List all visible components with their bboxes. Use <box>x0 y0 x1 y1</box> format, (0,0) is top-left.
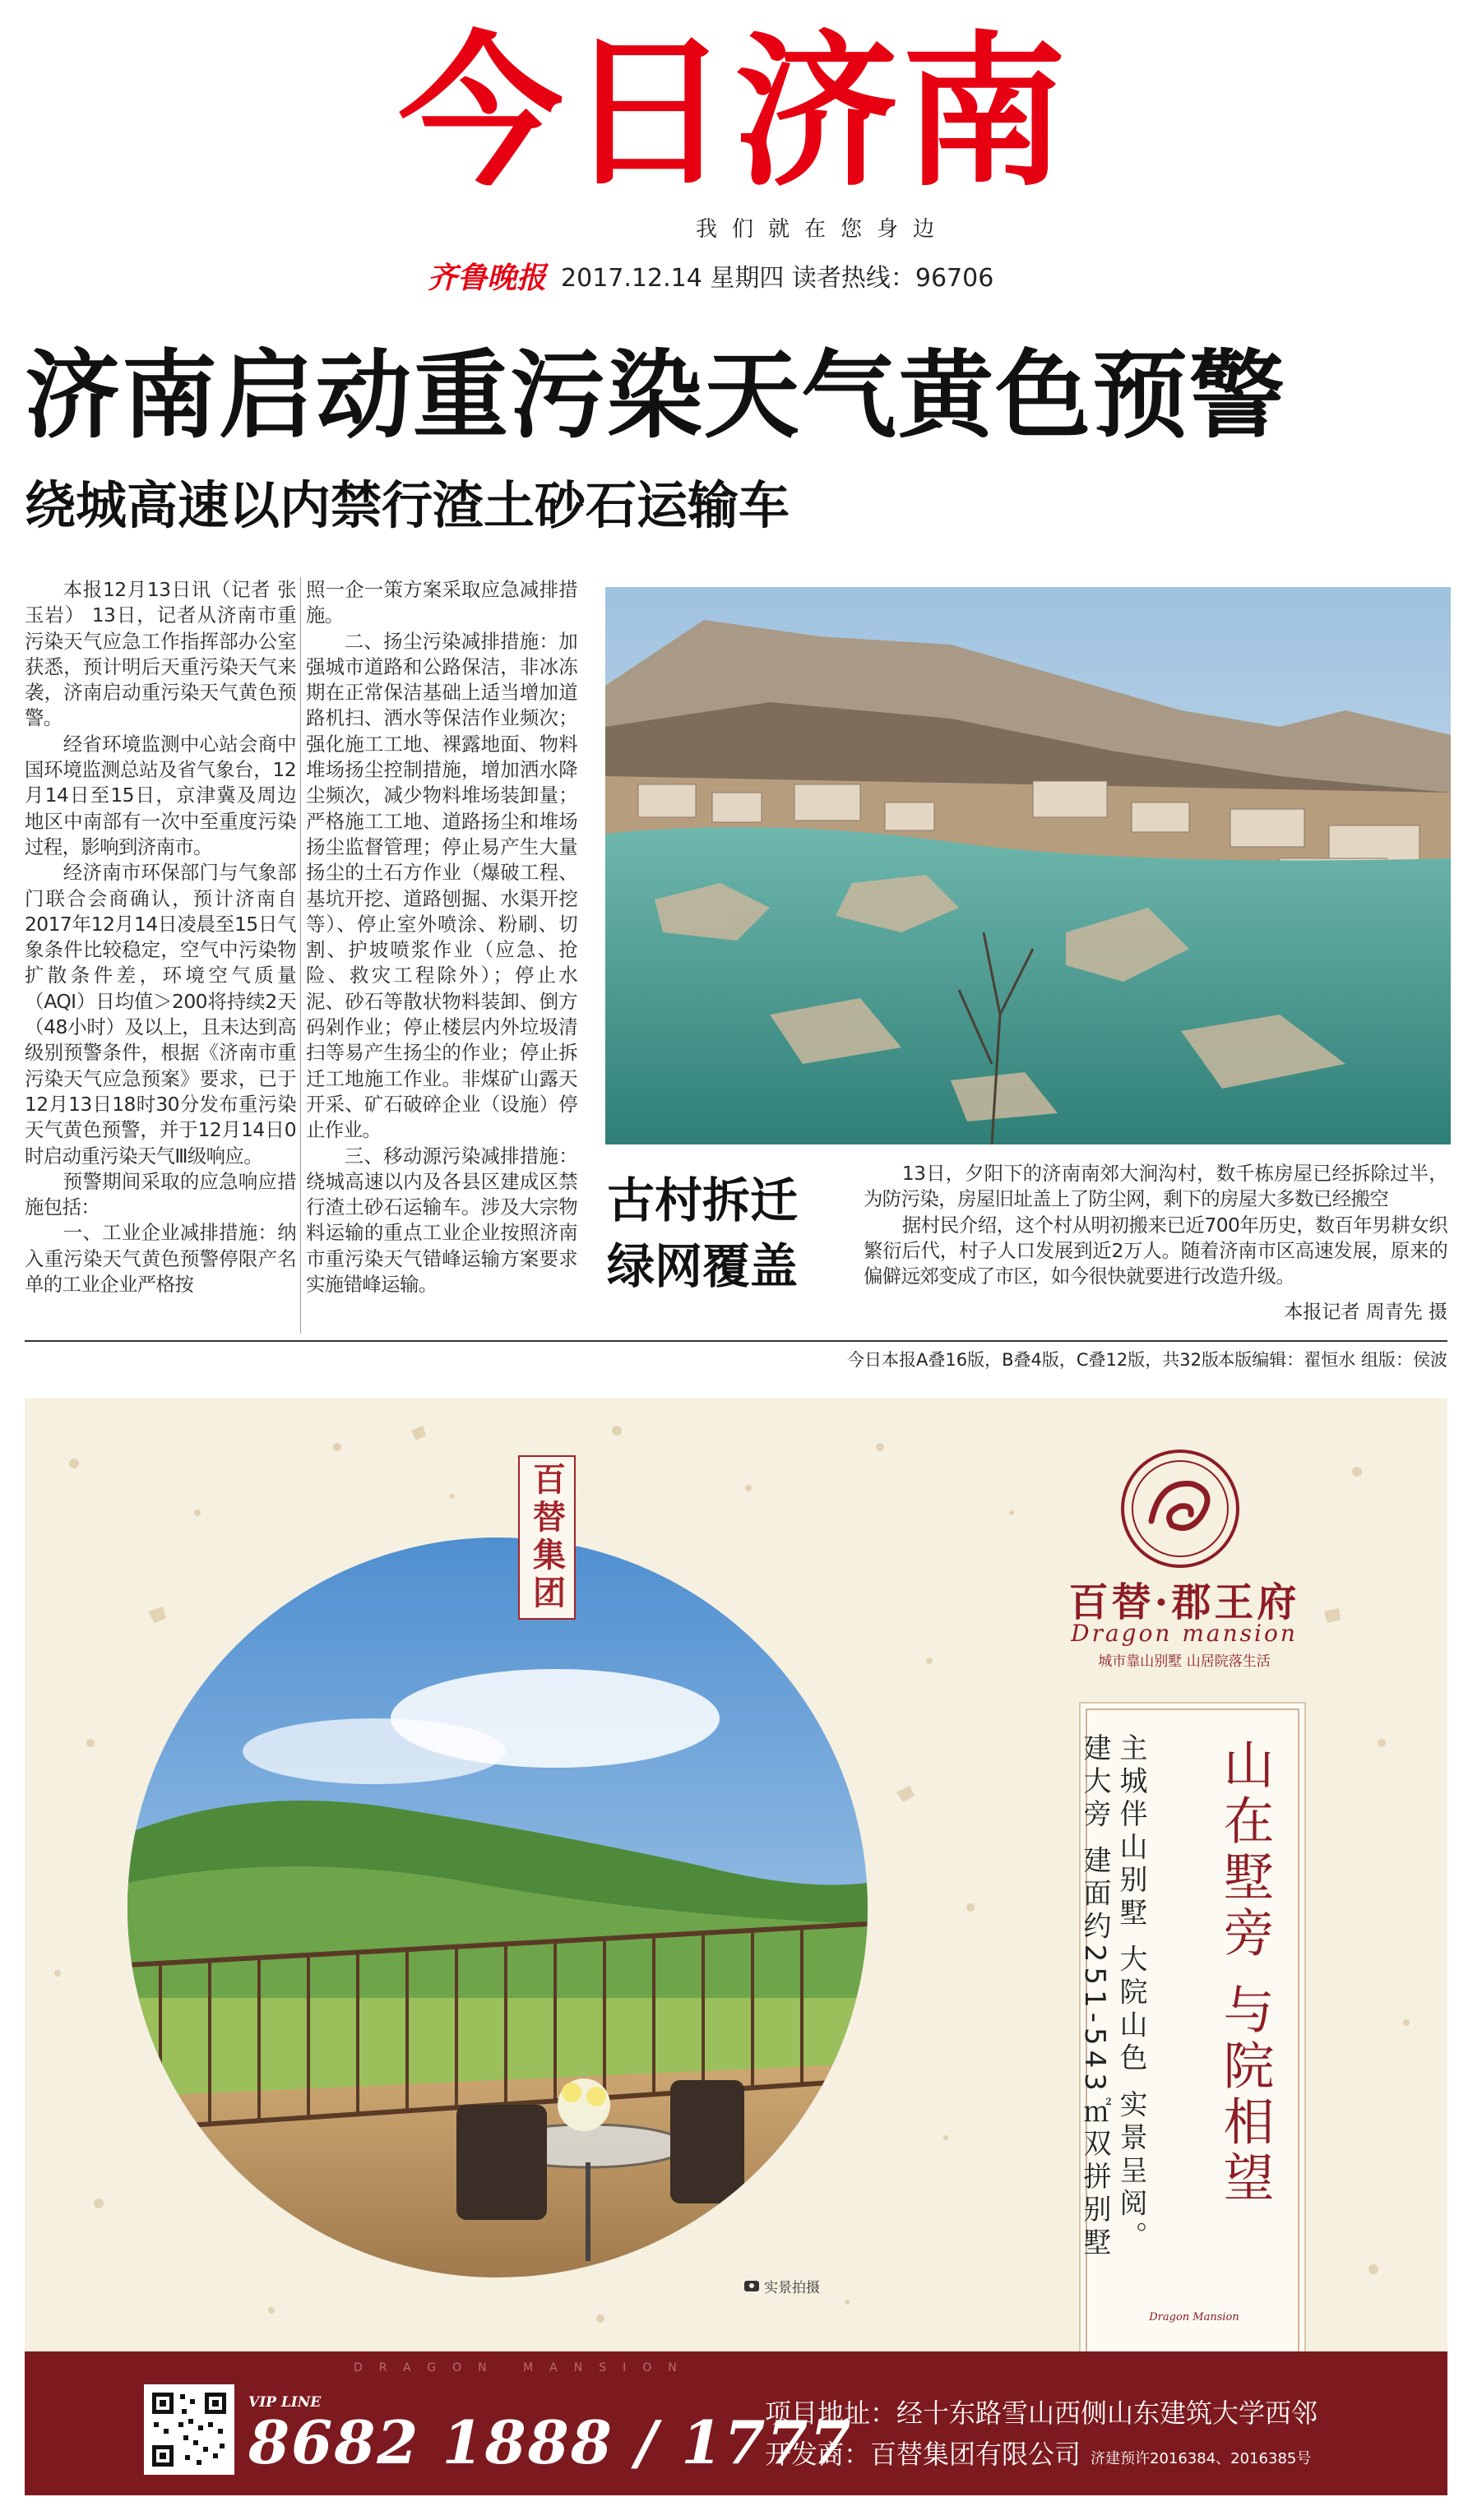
brand-name: 百替·郡王府 <box>1068 1579 1300 1625</box>
real-estate-ad <box>25 1398 1447 2495</box>
photo-note-text: 实景拍摄 <box>764 2280 820 2296</box>
slogan: 我们就在您身边 <box>695 217 949 242</box>
card-footer-signature: Dragon Mansion <box>1149 2311 1239 2323</box>
contact-band <box>25 2351 1447 2495</box>
paragraph: 三、移动源污染减排措施：绕城高速以内及各县区建成区禁行渣土砂石运输车。涉及大宗物料运输的重点工业企业按照济南市重污染天气错峰运输方案要求实施错峰运输。 <box>306 1144 577 1297</box>
paragraph: 预警期间采取的应急响应措施包括： <box>25 1169 296 1219</box>
news-photo <box>605 587 1451 1144</box>
balcony-scene-image <box>127 1537 868 2277</box>
paragraph: 照一企一策方案采取应急减排措施。 <box>306 578 577 627</box>
paragraph: 一、工业企业减排措施：纳入重污染天气黄色预警停限产名单的工业企业严格按 <box>25 1221 296 1297</box>
paragraph: 经济南市环保部门与气象部门联合会商确认，预计济南自2017年12月14日凌晨至15日气象条件比较稳定，空气中污染物扩散条件差，环境空气质量（AQI）日均值＞200将持续2天（48小时）及以上，且未达到高级别预警条件，根据《济南市重污染天气应急预案》要求，已于12月13日18时30分发布重污染天气黄色预警，并于12月14日0时启动重污染天气Ⅲ级响应。 <box>25 861 296 1168</box>
photo-title-line: 古村拆迁 <box>607 1172 799 1228</box>
paragraph: 二、扬尘污染减排措施：加强城市道路和公路保洁，非冰冻期在正常保洁基础上适当增加道路机扫、洒水等保洁作业频次；强化施工工地、裸露地面、物料堆场扬尘控制措施，增加洒水降尘频次，减少物料堆场装卸量；严格施工工地、道路扬尘和堆场扬尘监督管理；停止易产生大量扬尘的土石方作业（爆破工程、基坑开挖、道路刨掘、水渠开挖等）、停止室外喷涂、粉刷、切割、护坡喷浆作业（应急、抢险、救灾工程除外）；停止水泥、砂石等散状物料装卸、倒方码剁作业；停止楼层内外垃圾清扫等易产生扬尘的作业；停止拆迁工地施工作业。非煤矿山露天开采、矿石破碎企业（设施）停止作业。 <box>306 629 577 1142</box>
page-footer <box>25 1340 1447 1373</box>
paragraph: 本报12月13日讯（记者 张玉岩） 13日，记者从济南市重污染天气应急工作指挥部办公室获悉，预计明后天重污染天气来袭，济南启动重污染天气黄色预警。 <box>25 578 296 730</box>
subheadline: 绕城高速以内禁行渣土砂石运输车 <box>25 475 790 535</box>
editor-info: 本版编辑：翟恒水 组版：侯波 <box>1217 1350 1447 1370</box>
card-line: 主城伴山别墅 大院山色 实景呈阅。 <box>1114 1733 1147 2254</box>
dragon-logo-icon <box>1118 1447 1242 1570</box>
photo-title-line: 绿网覆盖 <box>607 1238 799 1294</box>
photo-caption <box>864 1161 1447 1289</box>
camera-icon <box>744 2281 759 2291</box>
card-main-slogan: 山在墅旁 与院相望 <box>1215 1738 1275 2207</box>
slogan-card <box>1078 1709 1299 2358</box>
project-address: 项目地址：经十东路雪山西侧山东建筑大学西邻 <box>765 2397 1318 2429</box>
caption-paragraph: 据村民介绍，这个村从明初搬来已近700年历史，数百年男耕女织繁衍后代，村子人口发展到近2万人。随着济南市区高速发展，原来的偏僻远郊变成了市区，如今很快就要进行改造升级。 <box>864 1213 1447 1288</box>
balcony-photo <box>127 1537 868 2277</box>
developer-line <box>765 2434 1311 2471</box>
photo-credit: 本报记者 周青先 摄 <box>1284 1302 1447 1323</box>
photo-note <box>744 2276 820 2296</box>
edition-info: 今日本报A叠16版，B叠4版，C叠12版，共32版 <box>847 1350 1219 1370</box>
brand-tagline: 城市靠山别墅 山居院落生活 <box>1098 1653 1271 1670</box>
headline: 济南启动重污染天气黄色预警 <box>25 340 1286 451</box>
parent-paper-logo: 齐鲁晚报 <box>428 260 547 295</box>
qr-code-icon <box>149 2389 229 2470</box>
brand-english-name: Dragon mansion <box>1071 1620 1298 1647</box>
paper-title: 今日济南 <box>398 17 1070 209</box>
developer-name: 开发商：百替集团有限公司 <box>765 2439 1081 2470</box>
photo-title <box>607 1168 854 1299</box>
paragraph: 经省环境监测中心站会商中国环境监测总站及省气象台，12月14日至15日，京津冀及周边地区中南部有一次中至重度污染过程，影响到济南市。 <box>25 732 296 858</box>
masthead <box>0 0 1468 312</box>
publication-row <box>428 255 1086 296</box>
band-watermark: DRAGON MANSION <box>354 2361 693 2374</box>
vip-line-label: VIP LINE <box>248 2394 322 2411</box>
article-column-1 <box>25 577 296 1334</box>
group-tag: 百替集团 <box>518 1455 576 1620</box>
caption-paragraph: 13日，夕阳下的济南南郊大涧沟村，数千栋房屋已经拆除过半，为防污染，房屋旧址盖上了防尘网，剩下的房屋大多数已经搬空 <box>864 1162 1447 1211</box>
phone-number: 8682 1888 / 1777 <box>248 2407 853 2477</box>
article-column-2 <box>306 577 577 1334</box>
village-photo-image <box>605 587 1451 1144</box>
column-divider <box>300 577 301 1334</box>
pub-info: 2017.12.14 星期四 读者热线：96706 <box>561 264 994 293</box>
card-line: 建大旁 建面约251-543㎡双拼别墅 <box>1078 1733 1111 2260</box>
presale-license: 济建预许2016384、2016385号 <box>1091 2450 1312 2467</box>
qr-code <box>144 2384 234 2475</box>
